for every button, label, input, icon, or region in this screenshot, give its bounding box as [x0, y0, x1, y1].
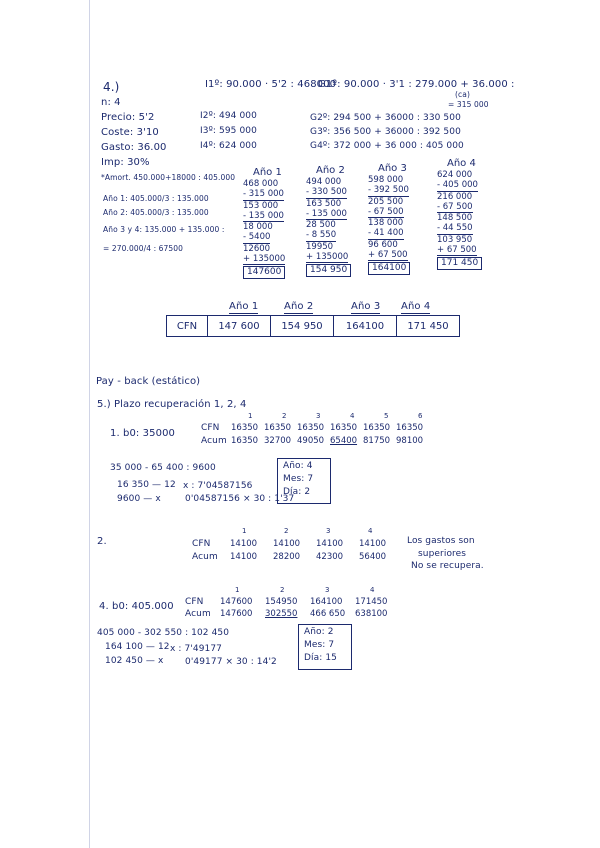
problem-4-acum-label: Acum [185, 609, 211, 619]
expense-year1-note: (ca) [455, 90, 470, 99]
year-2-calculation: Año 2 494 000 - 330 500 163 500 - 135 000 28 500 - 8 550 19950 + 135000 154 950 [306, 165, 351, 277]
year-result: 171 450 [437, 257, 482, 269]
problem-1-acum-label: Acum [201, 436, 227, 446]
problem-4-periods: 1 2 3 4 [235, 586, 375, 594]
given-tax: Imp: 30% [101, 157, 150, 168]
amortization-year1: Año 1: 405.000/3 : 135.000 [103, 194, 209, 203]
problem-2-cfn-row: 14100 14100 14100 14100 [230, 539, 387, 549]
problem-1-result-year: Año: 4 [283, 461, 313, 471]
problem-2-acum-label: Acum [192, 552, 218, 562]
problem-4-heading: 4.) [103, 80, 120, 94]
problem-2-note-2: superiores [418, 549, 467, 559]
income-year3: I3º: 595 000 [200, 126, 257, 136]
problem-4-calc-3: 102 450 — x [105, 656, 164, 666]
problem-4-acum-row: 147600 302550 466 650 638100 [220, 609, 388, 619]
problem-2-cfn-label: CFN [192, 539, 211, 549]
problem-4-cfn-row: 147600 154950 164100 171450 [220, 597, 388, 607]
problem-2-note-3: No se recupera. [411, 561, 484, 571]
cfn-value: 154 950 [271, 316, 334, 337]
amortization-year2: Año 2: 405.000/3 : 135.000 [103, 208, 209, 217]
problem-1-cfn-label: CFN [201, 423, 220, 433]
problem-1-periods: 1 2 3 4 5 6 [248, 412, 423, 420]
problem-2-acum-row: 14100 28200 42300 56400 [230, 552, 387, 562]
year-3-calculation: Año 3 598 000 - 392 500 205 500 - 67 500 138 000 - 41 400 96 600 + 67 500 164100 [368, 163, 409, 274]
expense-year2: G2º: 294 500 + 36000 : 330 500 [310, 113, 461, 123]
given-price: Precio: 5'2 [101, 112, 155, 123]
summary-header-year4: Año 4 [401, 301, 431, 312]
year-title: Año 3 [378, 163, 407, 174]
problem-4-calc-2: 164 100 — 12 [105, 642, 170, 652]
amortization-year3-4: Año 3 y 4: 135.000 + 135.000 : [103, 225, 225, 234]
notebook-margin-line [89, 0, 90, 848]
year-title: Año 1 [253, 167, 282, 178]
problem-2-note-1: Los gastos son [407, 536, 475, 546]
expense-year1-total: = 315 000 [448, 100, 489, 109]
expense-year4: G4º: 372 000 + 36 000 : 405 000 [310, 141, 464, 151]
year-1-calculation: Año 1 468 000 - 315 000 153 000 - 135 000 18 000 - 5400 12600 + 135000 147600 [243, 167, 286, 278]
income-year2: I2º: 494 000 [200, 111, 257, 121]
cfn-value: 147 600 [208, 316, 271, 337]
amortization-label: *Amort. 450.000+18000 : 405.000 [101, 173, 236, 182]
year-title: Año 4 [447, 158, 476, 169]
problem-2-periods: 1 2 3 4 [242, 527, 373, 535]
year-4-calculation: Año 4 624 000 - 405 000 216 000 - 67 500 148 500 - 44 550 103 950 + 67 500 171 450 [437, 158, 482, 270]
problem-1-calc-3: 9600 — x [117, 494, 161, 504]
problem-4-payback-label: 4. b0: 405.000 [99, 601, 174, 612]
given-n: n: 4 [101, 97, 121, 108]
expense-year3: G3º: 356 500 + 36000 : 392 500 [310, 127, 461, 137]
amortization-total: = 270.000/4 : 67500 [103, 244, 184, 253]
problem-4-result-day: Día: 15 [304, 653, 337, 663]
problem-4-x: x : 7'49177 [170, 644, 223, 654]
year-result: 154 950 [306, 264, 351, 276]
expense-year1: G1º: 90.000 · 3'1 : 279.000 + 36.000 : [318, 79, 515, 90]
problem-4-result-month: Mes: 7 [304, 640, 335, 650]
problem-2-label: 2. [97, 536, 107, 547]
year-title: Año 2 [316, 165, 345, 176]
problem-1-calc-1: 35 000 - 65 400 : 9600 [110, 463, 216, 473]
problem-4-calc-1: 405 000 - 302 550 : 102 450 [97, 628, 230, 638]
cfn-value: 171 450 [397, 316, 460, 337]
payback-title: Pay - back (estático) [96, 376, 201, 387]
problem-4-result-year: Año: 2 [304, 627, 334, 637]
problem-1-label: 1. b0: 35000 [110, 428, 175, 439]
problem-1-acum-row: 16350 32700 49050 65400 81750 98100 [231, 436, 424, 446]
problem-1-result-day: Día: 2 [283, 487, 311, 497]
payback-heading: 5.) Plazo recuperación 1, 2, 4 [97, 399, 247, 410]
problem-1-days: 0'04587156 × 30 : 1'37 [185, 494, 295, 504]
summary-header-year2: Año 2 [284, 301, 314, 312]
income-year4: I4º: 624 000 [200, 141, 257, 151]
summary-header-year3: Año 3 [351, 301, 381, 312]
cfn-value: 164100 [334, 316, 397, 337]
cfn-label: CFN [167, 316, 208, 337]
problem-4-days: 0'49177 × 30 : 14'2 [185, 657, 277, 667]
cfn-summary-table [166, 315, 460, 337]
problem-1-result-month: Mes: 7 [283, 474, 314, 484]
year-result: 147600 [243, 266, 285, 278]
problem-1-cfn-row: 16350 16350 16350 16350 16350 16350 [231, 423, 424, 433]
year-result: 164100 [368, 262, 410, 274]
problem-1-calc-2: 16 350 — 12 [117, 480, 176, 490]
summary-header-year1: Año 1 [229, 301, 259, 312]
problem-1-x: x : 7'04587156 [183, 481, 253, 491]
income-year1: I1º: 90.000 · 5'2 : 468000 [205, 79, 337, 90]
given-expense: Gasto: 36.00 [101, 142, 167, 153]
problem-4-cfn-label: CFN [185, 597, 204, 607]
given-cost: Coste: 3'10 [101, 127, 159, 138]
